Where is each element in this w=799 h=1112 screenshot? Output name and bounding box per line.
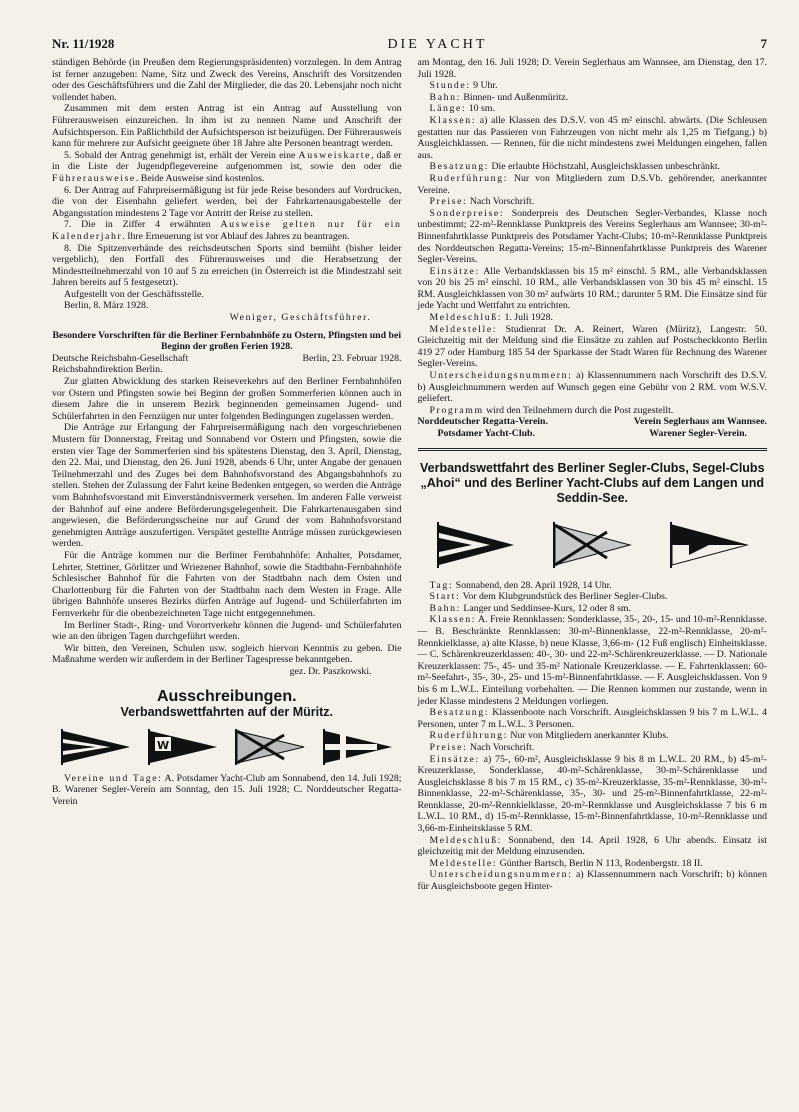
- pennant-flag-nordic-icon: [322, 727, 394, 767]
- entry: Klassen: A. Freie Rennklassen: Sonderklasse, 35-, 20-, 15- und 10-m²-Rennklasse. — B. Beschränkte Rennklassen: 30-m²-Binnenklasse, 22-m²-Rennklasse, 20-m²-Rennkielklasse, a) alte Klasse, b) neue Klasse, 3,66-m- (12 Fuß englisch) Einheitsklasse. — C. Schärenkreuzerklassen: 40-, 30- und 22-m²-Schärenkreuzerklasse. — D. Nationale Kreuzerklassen: 75-, 45- und 35-m² Nationale Kreuzerklasse. — E. Fahrtenklassen: 60-m²-Seefahrt-, 35-, 30-, 25- und 15-m²-Binnenfahrtklasse. — F. Ausgleichsklassen. Von 9 bis 6 m L.W.L. Einteilung vorbehalten. — Die Rennen kommen nur zustande, wenn in jeder Klasse mindestens 2 Meldungen vorliegen.: [417, 614, 767, 707]
- signature: gez. Dr. Paszkowski.: [289, 665, 372, 677]
- club-flags-row: [52, 727, 402, 767]
- paragraph: 8. Die Spitzenverbände des reichsdeutschen Sports sind bemüht (bisher leider vergeblich), den Fortfall des Führerausweises und die Herabsetzung der Mindestteilnehmerzahl von 10 auf 5 zu erreichen (in Österreich ist die Mindestzahl seit Jahren bereits auf 5 festgesetzt).: [52, 242, 402, 289]
- paragraph: Zur glatten Abwicklung des starken Reiseverkehrs auf den Berliner Fernbahnhöfen vor Ostern und Pfingsten sowie bei Beginn der großen Sommerferien können auch in diesem Jahre die in unserem Bezirk beginnenden gemeinsamen Jugend- und Schülerfahrten in den Fernzügen nur unter folgenden Bedingungen zugelassen werden.: [52, 376, 402, 422]
- paragraph: 7. Die in Ziffer 4 erwähnten Ausweise gelten nur für ein Kalenderjahr. Ihre Erneuerung ist vor Ablauf des Jahres zu beantragen.: [52, 219, 402, 242]
- clubs-line: Potsdamer Yacht-Club. Warener Segler-Verein.: [437, 428, 747, 439]
- entry: Preise: Nach Vorschrift.: [429, 741, 535, 753]
- clubs-line: Norddeutscher Regatta-Verein. Verein Seglerhaus am Wannsee.: [417, 416, 767, 428]
- entry: Meldeschluß: 1. Juli 1928.: [429, 312, 553, 324]
- entry: Start: Vor dem Klubgrundstück des Berliner Segler-Clubs.: [429, 591, 668, 603]
- svg-text:W: W: [157, 738, 170, 752]
- entry: Unterscheidungsnummern: a) Klassennummern nach Vorschrift des D.S.V. b) Ausgleichnummern werden auf Wunsch gegen eine Gebühr von 2 RM. vom W.S.V. geliefert.: [417, 370, 767, 405]
- paragraph: ständigen Behörde (in Preußen dem Regierungspräsidenten) vorzulegen. In dem Antrag ist ferner anzugeben: Name, Sitz und Zweck des Vereins, Anschrift des Vorsitzenden oder des Geschäftsführers und die Zahl der Mitglieder, die das 20. Lebensjahr noch nicht vollendet haben.: [52, 57, 402, 103]
- entry: Einsätze: Alle Verbandsklassen bis 15 m² einschl. 5 RM., alle Verbandsklassen von 20 bis 25 m² einschl. 10 RM., alle Verbandsklassen von 30 bis 45 m² einschl. 15 RM. Ausgleichklassen von 30 m² aufwärts 10 RM.; darunter 5 RM. Die Einsätze sind für jede Yacht und Wettfahrt zu entrichten.: [417, 265, 767, 312]
- paragraph: Reichsbahndirektion Berlin.: [52, 364, 163, 376]
- entry: Meldestelle: Günther Bartsch, Berlin N 113, Rodenbergstr. 18 II.: [429, 857, 703, 869]
- right-column: [418, 57, 768, 893]
- entry: Preise: Nach Vorschrift.: [429, 196, 535, 208]
- section-title: Verbandswettfahrt des Berliner Segler-Clubs, Segel-Clubs „Ahoi“ und des Berliner Yacht-Clubs auf dem Langen und Seddin-See.: [419, 460, 765, 505]
- left-column: [52, 57, 402, 893]
- club-flags-row: [418, 520, 768, 570]
- paragraph: Im Berliner Stadt-, Ring- und Vorortverkehr können die Jugend- und Schülerfahrten wie an den übrigen Tagen durchgeführt werden.: [52, 619, 402, 643]
- paragraph: Vereine und Tage: A. Potsdamer Yacht-Club am Sonnabend, den 14. Juli 1928; B. Warener Segler-Verein am Sonntag, den 15. Juli 1928; C. Norddeutscher Regatta-Verein: [52, 772, 402, 807]
- section-heading: Besondere Vorschriften für die Berliner Fernbahnhöfe zu Ostern, Pfingsten und bei Beginn der großen Ferien 1928.: [52, 329, 402, 353]
- mueritz-title: Verbandswettfahrten auf der Müritz.: [120, 705, 334, 720]
- paragraph: 6. Der Antrag auf Fahrpreisermäßigung ist für jede Reise besonders auf Vordrucken, die von der Eisenbahn geliefert werden, bei der Fahrkartenausgabestelle der Abgangsstation mindestens 2 Tage vor Antritt der Reise zu stellen.: [52, 184, 402, 219]
- issue-number: Nr. 11/1928: [52, 36, 115, 51]
- entry: Unterscheidungsnummern: a) Klassennummern nach Vorschrift: b) können für Ausgleichsboote gegen Hinter-: [417, 869, 767, 893]
- entry: Besatzung: Klassenboote nach Vorschrift. Ausgleichsklassen 9 bis 7 m L.W.L. 4 Personen, unter 7 m L.W.L. 3 Personen.: [417, 707, 767, 730]
- entry: Ruderführung: Nur von Mitgliedern anerkannter Klubs.: [429, 730, 669, 742]
- entry: Programm wird den Teilnehmern durch die Post zugestellt.: [429, 404, 674, 416]
- entry: Sonderpreise: Sonderpreis des Deutschen Segler-Verbandes, Klasse noch unbestimmt; 22-m²-Rennklasse Punktpreis des Vereins Seglerhaus am Wannsee; 30-m²-Binnenfahrtklasse Punktpreis des Potsdamer Yacht-Clubs; 10-m²-Rennklasse Punktpreis des Norddeutschen Regatta-Vereins; 15-m²-Binnenfahrtklasse Punktpreis des Warener Segler-Vereins.: [417, 207, 767, 266]
- pennant-flag-w-icon: [147, 727, 219, 767]
- paragraph: Für die Anträge kommen nur die Berliner Fernbahnhöfe: Anhalter, Potsdamer, Lehrter, Stettiner, Görlitzer und Wriezener Bahnhof, sowie die Stadtbahn-Fernbahnhöfe Schlesischer Bahnhof für die Fahrten von der Stadtbahn nach dem Osten und Charlottenburg für die Fahrten von der Stadtbahn nach dem Westen in Frage. Alle übrigen Bahnhöfe unseres Bezirks dürfen Anträge auf Jugend- und Schülerfahrten im Fernverkehr für die obenbezeichneten Tage nicht entgegennehmen.: [52, 549, 402, 619]
- entry: Bahn: Binnen- und Außenmüritz.: [429, 91, 569, 103]
- letterhead: Deutsche Reichsbahn-Gesellschaft Berlin, 23. Februar 1928.: [52, 352, 402, 364]
- pennant-flag-split-icon: [669, 520, 749, 570]
- signature: Weniger, Geschäftsführer.: [229, 312, 372, 324]
- entry: Tag: Sonnabend, den 28. April 1928, 14 Uhr.: [429, 579, 612, 591]
- paragraph: am Montag, den 16. Juli 1928; D. Verein Seglerhaus am Wannsee, am Dienstag, den 17. Juli 1928.: [417, 57, 767, 80]
- paragraph: 5. Sobald der Antrag genehmigt ist, erhält der Verein eine Ausweiskarte, daß er in die Liste der Jugendpflegevereine aufgenommen ist, sowie den oder die Führerausweise. Beide Ausweise sind kostenlos.: [52, 149, 402, 184]
- paragraph: Aufgestellt von der Geschäftsstelle.: [64, 288, 204, 300]
- entry: Klassen: a) alle Klassen des D.S.V. von 45 m² einschl. abwärts. (Die Schleusen gestatten nur das Passieren von Fahrzeugen von nicht mehr als 1,25 m Tiefgang.) b) Ausgleichklassen. — Rennen, für die nicht mindestens zwei Meldungen eingehen, fallen aus.: [417, 114, 767, 161]
- publication-title: DIE YACHT: [387, 37, 488, 52]
- paragraph: Zusammen mit dem ersten Antrag ist ein Antrag auf Ausstellung von Führerausweisen einzureichen. In ihm ist zu nennen Name und Anschrift der Aufsichtsperson. Ein Paßlichtbild der Aufsichtsperson ist beizufügen. Der Führerausweis kann für mehrere zur Aufsicht geeignete über 18 Jahre alte Personen beantragt werden.: [52, 103, 402, 150]
- page-number: 7: [760, 36, 767, 51]
- pennant-flag-cross-icon: [234, 727, 306, 767]
- page-header: [52, 36, 767, 53]
- entry: Bahn: Langer und Seddinsee-Kurs, 12 oder 8 sm.: [429, 602, 631, 614]
- ausschreibungen-title: Ausschreibungen.: [156, 688, 297, 706]
- paragraph: Die Anträge zur Erlangung der Fahrpreisermäßigung nach den vorgeschriebenen Mustern für Donnerstag, Freitag und Sonnabend vor Ostern und Pfingsten, sowie die ersten vier Tage der Sommerferien sind bis spätestens Dienstag, den 3. April, Dienstag, den 22. Mai, und Dienstag, den 26. Juni 1928, abends 6 Uhr, unter Angabe der genauen Teilnehmerzahl und des Zuges bei dem Bahnhofsvorstand des Abgangsbahnhofs zu stellen. Stehen der Zulassung der Fahrt keine Bedenken entgegen, so werden die Anträge vom Bahnhofsvorstand mit Einverständnisvermerk versehen. Im anderen Falle verweist der Bahnhof auf eine andere Beförderungsgelegenheit. Die Fahrkartenausgaben sind angewiesen, die Beförderungsscheine nur auf Grund der vom Bahnhofsvorstand genehmigten Anträge auszufertigen. Verspätet gestellte Anträge müssen zurückgewiesen werden.: [52, 422, 402, 550]
- entry: Ruderführung: Nur von Mitgliedern zum D.S.Vb. gehörender, anerkannter Vereine.: [417, 172, 767, 196]
- pennant-flag-stripes-icon: [436, 520, 516, 570]
- pennant-flag-icon: [60, 727, 132, 767]
- entry: Einsätze: a) 75-, 60-m², Ausgleichsklasse 9 bis 8 m L.W.L. 20 RM., b) 45-m²-Kreuzerklasse, Sonderklasse, 40-m²-Schärenklasse, 30-m²-Schärenklasse und Ausgleichsklasse 8 bis 7 m 15 RM., c) 35-m²-Kreuzerklasse, 35-m²-Rennklasse, 30-m²-Binnenklasse, 22-m²-Schärenklasse, 35-, 30- und 25-m²-Binnenfahrtklasse, 22-m²-Rennklasse, 20-m²-Rennkielklasse, 20-m²-Rennklasse und Ausgleichsklasse 7 bis 6 m L.W.L. 10 RM., d) 15-m²-Rennklasse, 15-m²-Binnenfahrtklasse, 10-m²-Rennklasse und 3,66-m-Einheitsklasse 5 RM.: [417, 753, 767, 835]
- paragraph: Berlin, 8. März 1928.: [64, 300, 149, 312]
- entry: Stunde: 9 Uhr.: [429, 80, 498, 92]
- pennant-flag-cross2-icon: [552, 520, 632, 570]
- paragraph: Wir bitten, den Vereinen, Schulen usw. sogleich hiervon Kenntnis zu geben. Die Maßnahme werden wir außerdem in der Berliner Tagespresse bekanntgeben.: [52, 642, 402, 666]
- entry: Länge: 10 sm.: [429, 103, 495, 115]
- entry: Meldeschluß: Sonnabend, den 14. April 1928, 6 Uhr abends. Einsatz ist gleichzeitig mit der Meldung einzusenden.: [417, 834, 767, 858]
- entry: Meldestelle: Studienrat Dr. A. Reinert, Waren (Müritz), Langestr. 50. Gleichzeitig mit der Meldung sind die Einsätze zu zahlen auf Postscheckkonto Berlin 419 27 oder Hamburg 185 54 der Sparkasse der Stadt Waren für Rechnung des Warener Segler-Vereins.: [417, 323, 767, 370]
- divider: [418, 448, 768, 451]
- entry: Besatzung: Die erlaubte Höchstzahl, Ausgleichsklassen unbeschränkt.: [429, 161, 721, 173]
